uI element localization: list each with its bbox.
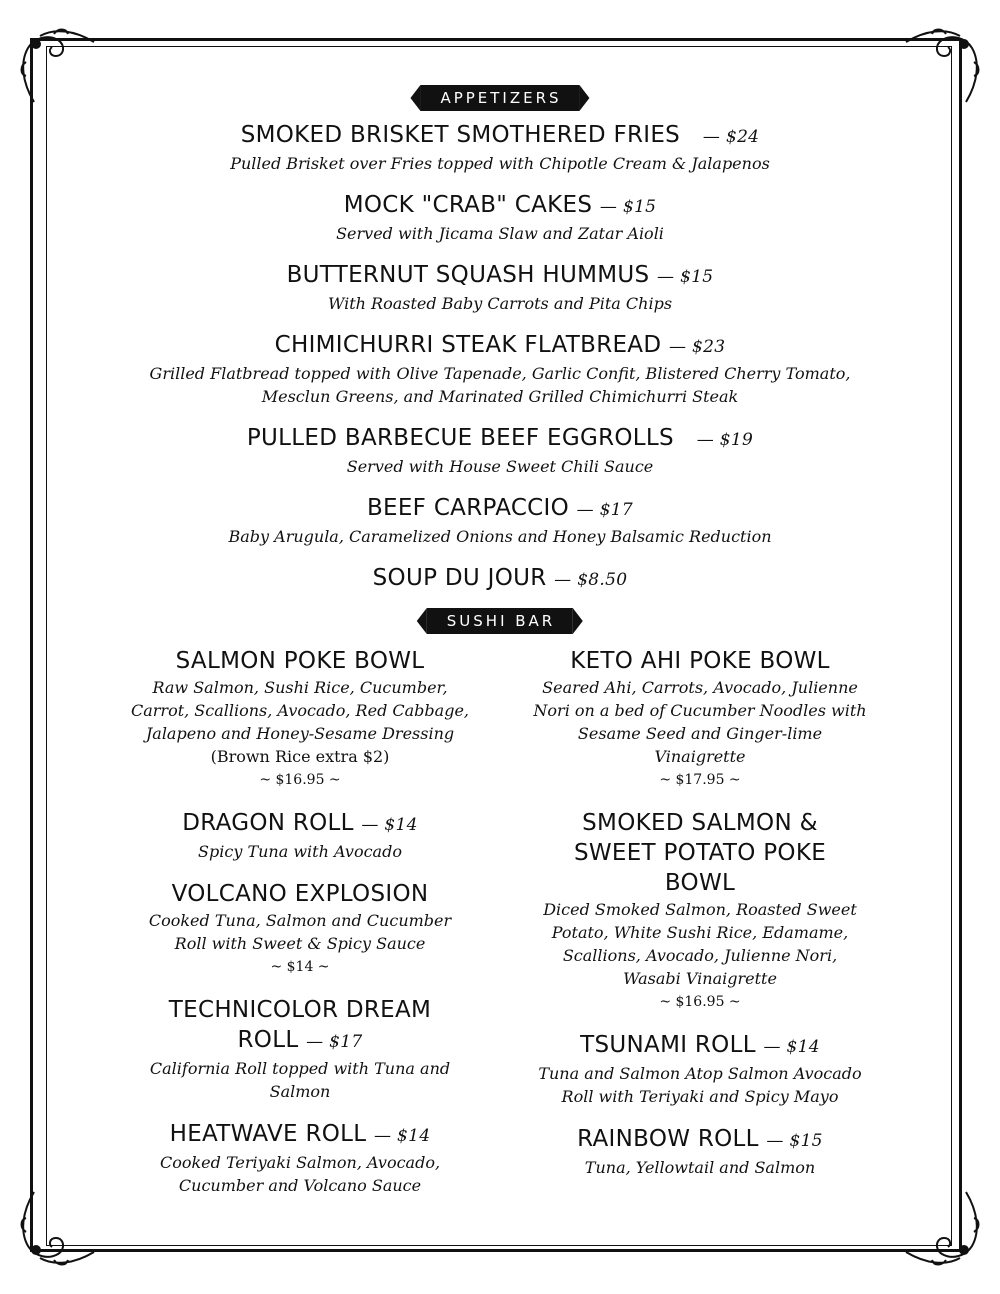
item-description: (Brown Rice extra $2) [210, 747, 390, 766]
item-price: $14 [786, 1037, 820, 1057]
section-title: APPETIZERS [420, 85, 579, 111]
item-description: Served with Jicama Slaw and Zatar Aioli [336, 224, 664, 243]
item-description: Wasabi Vinaigrette [623, 969, 777, 988]
sushi-column-left [128, 646, 472, 1213]
item-name: SALMON POKE BOWL [175, 648, 425, 674]
item-description: Roll with Sweet & Spicy Sauce [174, 934, 426, 953]
item-price: $23 [692, 337, 726, 357]
item-price: $8.50 [577, 570, 628, 590]
item-description: Seared Ahi, Carrots, Avocado, Julienne [542, 678, 858, 697]
menu-item [528, 808, 872, 1014]
item-description: Potato, White Sushi Rice, Edamame, [551, 923, 849, 942]
item-description: Nori on a bed of Cucumber Noodles with [533, 701, 867, 720]
section-banner-appetizers [410, 85, 589, 111]
item-description: Baby Arugula, Caramelized Onions and Honey Balsamic Reduction [228, 527, 772, 546]
item-description: Carrot, Scallions, Avocado, Red Cabbage, [130, 701, 469, 720]
item-description: Tuna, Yellowtail and Salmon [584, 1158, 816, 1177]
item-description: Mesclun Greens, and Marinated Grilled Chimichurri Steak [261, 387, 739, 406]
item-name: CHIMICHURRI STEAK FLATBREAD [274, 332, 662, 358]
item-price: ~ $16.95 ~ [659, 994, 741, 1010]
item-description: Scallions, Avocado, Julienne Nori, [562, 946, 838, 965]
item-description: Raw Salmon, Sushi Rice, Cucumber, [152, 678, 448, 697]
menu-item [528, 646, 872, 792]
item-name: SWEET POTATO POKE [573, 840, 827, 866]
item-description: Spicy Tuna with Avocado [198, 842, 402, 861]
sushi-column-right [528, 646, 872, 1195]
menu-item: SOUP DU JOUR — $8.50 [372, 565, 628, 591]
item-description: Jalapeno and Honey-Sesame Dressing [145, 724, 455, 743]
item-description: Pulled Brisket over Fries topped with Chipotle Cream & Jalapenos [230, 154, 770, 173]
menu-item: BEEF CARPACCIO — $17 Baby Arugula, Caramelized Onions and Honey Balsamic Reduction [100, 493, 900, 548]
item-name: SOUP DU JOUR [372, 565, 547, 591]
item-description: Grilled Flatbread topped with Olive Tapenade, Garlic Confit, Blistered Cherry Tomato, [149, 364, 851, 383]
item-name: ROLL [237, 1027, 299, 1053]
item-description: Cooked Teriyaki Salmon, Avocado, [159, 1153, 441, 1172]
item-name: SMOKED BRISKET SMOTHERED FRIES [240, 122, 681, 148]
item-price: $15 [622, 197, 657, 217]
menu-item: CHIMICHURRI STEAK FLATBREAD — $23 Grilled Flatbread topped with Olive Tapenade, Garlic Confit, Blistered Cherry Tomato, Mesclun Greens, and Marinated Grilled Chimichurri Steak [100, 330, 900, 408]
item-name: KETO AHI POKE BOWL [570, 648, 830, 674]
section-title: SUSHI BAR [427, 608, 573, 634]
item-price: $15 [680, 267, 714, 287]
item-name: BUTTERNUT SQUASH HUMMUS [286, 262, 650, 288]
item-price: ~ $17.95 ~ [659, 772, 741, 788]
item-price: $14 [397, 1126, 431, 1146]
menu-item: RAINBOW ROLL — $15 Tuna, Yellowtail and Salmon [528, 1124, 872, 1179]
item-price: $14 [384, 815, 418, 835]
item-description: Diced Smoked Salmon, Roasted Sweet [543, 900, 857, 919]
item-price: $17 [329, 1032, 363, 1052]
item-description: Cucumber and Volcano Sauce [178, 1176, 422, 1195]
item-name: SMOKED SALMON & [582, 810, 818, 836]
item-description: Vinaigrette [654, 747, 746, 766]
item-description: California Roll topped with Tuna and [149, 1059, 451, 1078]
menu-item: DRAGON ROLL — $14 Spicy Tuna with Avocado [128, 808, 472, 863]
item-price: $15 [789, 1131, 823, 1151]
item-name: BEEF CARPACCIO [366, 495, 570, 521]
item-price: $24 [725, 127, 760, 147]
menu-item [128, 879, 472, 979]
item-name: TECHNICOLOR DREAM [168, 997, 432, 1023]
appetizers-list [100, 120, 900, 595]
item-description: Salmon [269, 1082, 331, 1101]
menu-item: TSUNAMI ROLL — $14 Tuna and Salmon Atop Salmon Avocado Roll with Teriyaki and Spicy Mayo [528, 1030, 872, 1108]
item-price: $17 [599, 500, 634, 520]
item-name: HEATWAVE ROLL [169, 1121, 367, 1147]
corner-flourish-icon [896, 22, 986, 112]
item-price: ~ $16.95 ~ [259, 772, 341, 788]
item-description: Served with House Sweet Chili Sauce [346, 457, 654, 476]
item-price: $19 [719, 430, 754, 450]
item-description: With Roasted Baby Carrots and Pita Chips [327, 294, 673, 313]
item-name: MOCK "CRAB" CAKES [343, 192, 593, 218]
item-name: BOWL [664, 870, 736, 896]
item-description: Roll with Teriyaki and Spicy Mayo [561, 1087, 839, 1106]
menu-item: SMOKED BRISKET SMOTHERED FRIES — $24 Pulled Brisket over Fries topped with Chipotle Cream & Jalapenos [100, 120, 900, 175]
corner-flourish-icon [14, 1182, 104, 1272]
corner-flourish-icon [896, 1182, 986, 1272]
menu-item [128, 646, 472, 792]
item-name: VOLCANO EXPLOSION [171, 881, 429, 907]
menu-item: TECHNICOLOR DREAM ROLL — $17 California Roll topped with Tuna and Salmon [128, 995, 472, 1103]
item-description: Cooked Tuna, Salmon and Cucumber [148, 911, 452, 930]
item-name: RAINBOW ROLL [577, 1126, 759, 1152]
item-description: Tuna and Salmon Atop Salmon Avocado [538, 1064, 862, 1083]
item-name: TSUNAMI ROLL [580, 1032, 756, 1058]
item-description: Sesame Seed and Ginger-lime [577, 724, 823, 743]
section-banner-sushi [417, 608, 583, 634]
menu-item: PULLED BARBECUE BEEF EGGROLLS — $19 Served with House Sweet Chili Sauce [100, 423, 900, 478]
item-price: ~ $14 ~ [270, 959, 330, 975]
item-name: PULLED BARBECUE BEEF EGGROLLS [246, 425, 674, 451]
menu-item: BUTTERNUT SQUASH HUMMUS — $15 With Roasted Baby Carrots and Pita Chips [100, 260, 900, 315]
menu-item: HEATWAVE ROLL — $14 Cooked Teriyaki Salmon, Avocado, Cucumber and Volcano Sauce [128, 1119, 472, 1197]
item-name: DRAGON ROLL [182, 810, 354, 836]
corner-flourish-icon [14, 22, 104, 112]
menu-item: MOCK "CRAB" CAKES — $15 Served with Jicama Slaw and Zatar Aioli [100, 190, 900, 245]
